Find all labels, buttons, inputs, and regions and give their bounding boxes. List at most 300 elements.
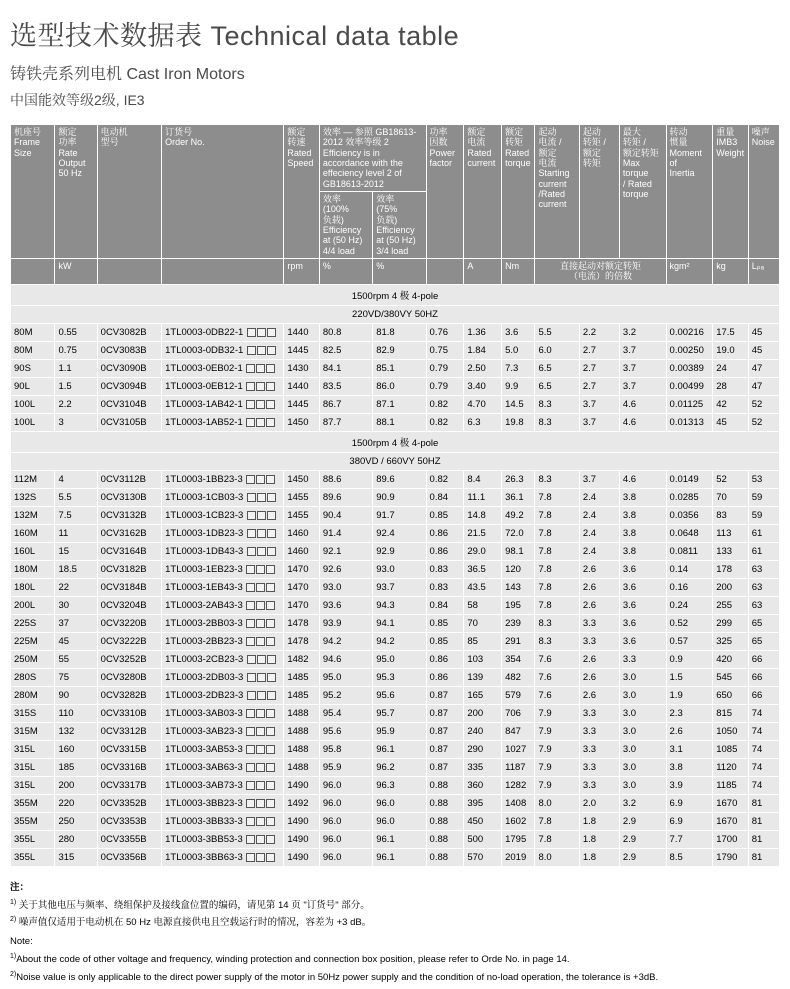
section-voltage-row [11,305,780,323]
cell-rated_speed: 1470 [284,596,320,614]
table-row[interactable] [11,668,780,686]
cell-motor_type: 0CV3280B [97,668,161,686]
col-header-power: 额定 功率 Rate Output 50 Hz [55,125,97,259]
cell-rated_current: 165 [464,686,502,704]
cell-start_torque: 2.6 [579,686,619,704]
unit-row [11,259,780,285]
table-row[interactable] [11,377,780,395]
cell-power: 0.75 [55,341,97,359]
table-row[interactable] [11,776,780,794]
table-row[interactable] [11,632,780,650]
cell-noise: 74 [748,740,779,758]
cell-eff_75: 92.9 [373,542,426,560]
order-code-box [246,382,255,391]
cell-order_no: 1TL0003-1CB23-3 [162,506,284,524]
cell-max_torque: 3.0 [619,740,666,758]
order-code-box [266,637,275,646]
cell-frame: 80M [11,341,55,359]
cell-max_torque: 3.0 [619,758,666,776]
cell-start_current: 8.3 [535,413,579,431]
cell-weight: 650 [713,686,749,704]
cell-power_factor: 0.87 [426,758,464,776]
cell-inertia: 2.3 [666,704,713,722]
cell-rated_torque: 5.0 [502,341,535,359]
cell-max_torque: 3.0 [619,704,666,722]
cell-rated_torque: 3.6 [502,323,535,341]
cell-frame: 280M [11,686,55,704]
cell-eff_full: 95.0 [319,668,372,686]
cell-noise: 63 [748,596,779,614]
cell-motor_type: 0CV3090B [97,359,161,377]
col-header-rated-speed: 额定 转速 Rated Speed [284,125,320,259]
order-code-box [266,817,275,826]
table-row[interactable] [11,812,780,830]
cell-power_factor: 0.87 [426,704,464,722]
cell-eff_75: 96.3 [373,776,426,794]
cell-start_current: 7.6 [535,650,579,668]
cell-power_factor: 0.88 [426,830,464,848]
cell-rated_speed: 1485 [284,668,320,686]
cell-order_no: 1TL0003-2BB03-3 [162,614,284,632]
order-code-box [266,619,275,628]
cell-frame: 100L [11,395,55,413]
cell-start_current: 7.6 [535,668,579,686]
cell-eff_full: 84.1 [319,359,372,377]
cell-max_torque: 4.6 [619,470,666,488]
cell-start_current: 8.3 [535,632,579,650]
cell-inertia: 0.0811 [666,542,713,560]
table-row[interactable] [11,359,780,377]
cell-motor_type: 0CV3352B [97,794,161,812]
col-header-order-no: 订货号 Order No. [162,125,284,259]
cell-frame: 90S [11,359,55,377]
cell-eff_full: 80.8 [319,323,372,341]
cell-weight: 24 [713,359,749,377]
table-row[interactable] [11,395,780,413]
order-code-box [246,835,255,844]
order-code-box [256,781,265,790]
cell-rated_torque: 195 [502,596,535,614]
cell-rated_torque: 7.3 [502,359,535,377]
unit-power: kW [55,259,97,285]
order-code-box [246,745,255,754]
cell-max_torque: 3.6 [619,578,666,596]
order-code-box [256,709,265,718]
cell-order_no: 1TL0003-0EB12-1 [162,377,284,395]
table-row[interactable] [11,704,780,722]
cell-noise: 61 [748,542,779,560]
cell-inertia: 0.01125 [666,395,713,413]
unit-frame [11,259,55,285]
cell-inertia: 0.16 [666,578,713,596]
cell-start_current: 7.8 [535,596,579,614]
cell-max_torque: 3.0 [619,776,666,794]
cell-start_current: 7.9 [535,722,579,740]
cell-frame: 112M [11,470,55,488]
cell-rated_torque: 120 [502,560,535,578]
cell-rated_current: 500 [464,830,502,848]
cell-power_factor: 0.85 [426,614,464,632]
cell-max_torque: 3.7 [619,377,666,395]
cell-eff_75: 95.3 [373,668,426,686]
cell-order_no: 1TL0003-1DB23-3 [162,524,284,542]
cell-eff_full: 93.0 [319,578,372,596]
cell-noise: 52 [748,395,779,413]
section-voltage-row [11,452,780,470]
note-en-2-text: Noise value is only applicable to the direct power supply of the motor in 50Hz power supply and the condition of no-load operation, the tolerance is +3dB. [16,972,659,984]
table-row[interactable] [11,596,780,614]
cell-power: 22 [55,578,97,596]
cell-weight: 815 [713,704,749,722]
cell-power: 30 [55,596,97,614]
cell-rated_speed: 1485 [284,686,320,704]
cell-motor_type: 0CV3162B [97,524,161,542]
cell-max_torque: 2.9 [619,812,666,830]
order-code-box [257,691,266,700]
note-cn-2: $^{2)}$ 噪声值仅适用于电动机在 50 Hz 电源直接供电且空载运行时的情况，容差为 +3 dB。 [10,916,372,929]
cell-start_torque: 3.3 [579,722,619,740]
cell-rated_torque: 9.9 [502,377,535,395]
cell-rated_speed: 1490 [284,776,320,794]
cell-start_torque: 1.8 [579,830,619,848]
cell-weight: 1185 [713,776,749,794]
col-header-rated-current: 额定 电流 Rated current [464,125,502,259]
col-header-weight: 重量 IMB3 Weight [713,125,749,259]
table-row[interactable] [11,524,780,542]
cell-order_no: 1TL0003-1AB52-1 [162,413,284,431]
table-body [11,284,780,866]
cell-frame: 160M [11,524,55,542]
order-code-box [256,637,265,646]
order-code-box [246,418,255,427]
cell-rated_speed: 1450 [284,470,320,488]
cell-start_torque: 2.2 [579,323,619,341]
unit-rated-torque: Nm [502,259,535,285]
table-row[interactable] [11,488,780,506]
cell-power: 18.5 [55,560,97,578]
cell-eff_full: 96.0 [319,848,372,866]
order-code-box [246,763,255,772]
cell-weight: 113 [713,524,749,542]
cell-inertia: 0.0648 [666,524,713,542]
table-row[interactable] [11,542,780,560]
cell-eff_full: 93.9 [319,614,372,632]
cell-start_torque: 3.3 [579,704,619,722]
unit-power-factor [426,259,464,285]
cell-rated_current: 43.5 [464,578,502,596]
cell-rated_speed: 1478 [284,614,320,632]
cell-rated_torque: 579 [502,686,535,704]
cell-start_current: 6.5 [535,377,579,395]
cell-rated_speed: 1488 [284,740,320,758]
cell-frame: 90L [11,377,55,395]
cell-weight: 1670 [713,812,749,830]
table-row[interactable] [11,413,780,431]
cell-power_factor: 0.88 [426,812,464,830]
table-row[interactable] [11,758,780,776]
cell-start_torque: 3.3 [579,776,619,794]
subtitle-efficiency-class: 中国能效等级2级, IE3 [10,92,145,108]
cell-power: 37 [55,614,97,632]
cell-inertia: 6.9 [666,812,713,830]
cell-frame: 250M [11,650,55,668]
cell-power: 5.5 [55,488,97,506]
cell-inertia: 0.0149 [666,470,713,488]
cell-motor_type: 0CV3083B [97,341,161,359]
cell-start_current: 7.9 [535,740,579,758]
cell-rated_torque: 482 [502,668,535,686]
cell-start_torque: 3.3 [579,758,619,776]
cell-start_torque: 2.7 [579,341,619,359]
cell-frame: 355L [11,848,55,866]
cell-eff_75: 95.9 [373,722,426,740]
order-code-box [266,565,275,574]
cell-power_factor: 0.85 [426,506,464,524]
cell-noise: 81 [748,848,779,866]
cell-motor_type: 0CV3182B [97,560,161,578]
cell-eff_75: 87.1 [373,395,426,413]
cell-rated_current: 139 [464,668,502,686]
cell-eff_full: 92.6 [319,560,372,578]
cell-weight: 83 [713,506,749,524]
cell-eff_full: 95.9 [319,758,372,776]
cell-start_current: 7.9 [535,776,579,794]
unit-start-group: 直接起动对额定转矩 （电流）的倍数 [535,259,666,285]
cell-max_torque: 3.0 [619,668,666,686]
cell-max_torque: 3.6 [619,596,666,614]
cell-rated_speed: 1490 [284,848,320,866]
cell-power_factor: 0.83 [426,560,464,578]
order-code-box [256,418,265,427]
cell-rated_current: 103 [464,650,502,668]
unit-noise: Lₚₐ [748,259,779,285]
cell-power: 220 [55,794,97,812]
order-code-box [246,709,255,718]
cell-power_factor: 0.86 [426,668,464,686]
cell-motor_type: 0CV3222B [97,632,161,650]
cell-rated_torque: 98.1 [502,542,535,560]
order-code-box [246,817,255,826]
cell-frame: 100L [11,413,55,431]
table-row[interactable] [11,686,780,704]
cell-weight: 28 [713,377,749,395]
header-row [11,125,780,192]
cell-power_factor: 0.88 [426,848,464,866]
col-header-power-factor: 功率 因数 Power factor [426,125,464,259]
cell-eff_full: 89.6 [319,488,372,506]
cell-order_no: 1TL0003-2DB23-3 [162,686,284,704]
cell-eff_75: 96.0 [373,794,426,812]
cell-noise: 63 [748,578,779,596]
cell-weight: 178 [713,560,749,578]
cell-frame: 355M [11,794,55,812]
cell-start_current: 7.9 [535,704,579,722]
order-code-box [247,511,256,520]
cell-rated_current: 8.4 [464,470,502,488]
order-code-box [247,328,256,337]
cell-eff_75: 89.6 [373,470,426,488]
order-code-box [257,346,266,355]
cell-start_current: 7.8 [535,560,579,578]
cell-power: 11 [55,524,97,542]
table-row[interactable] [11,614,780,632]
cell-eff_75: 94.1 [373,614,426,632]
cell-start_current: 8.0 [535,794,579,812]
cell-rated_torque: 1408 [502,794,535,812]
order-code-box [266,364,275,373]
cell-eff_75: 95.0 [373,650,426,668]
table-row[interactable] [11,794,780,812]
cell-eff_full: 95.6 [319,722,372,740]
cell-rated_current: 70 [464,614,502,632]
cell-start_torque: 3.3 [579,632,619,650]
cell-noise: 74 [748,776,779,794]
table-row[interactable] [11,341,780,359]
cell-noise: 45 [748,323,779,341]
order-code-box [256,853,265,862]
cell-power: 132 [55,722,97,740]
cell-inertia: 1.5 [666,668,713,686]
cell-eff_75: 81.8 [373,323,426,341]
cell-eff_full: 83.5 [319,377,372,395]
cell-rated_torque: 49.2 [502,506,535,524]
table-row[interactable] [11,740,780,758]
notes-cn-heading: 注： [10,881,30,893]
cell-weight: 1670 [713,794,749,812]
cell-motor_type: 0CV3310B [97,704,161,722]
cell-power_factor: 0.76 [426,323,464,341]
cell-order_no: 1TL0003-3AB53-3 [162,740,284,758]
cell-motor_type: 0CV3204B [97,596,161,614]
cell-max_torque: 2.9 [619,848,666,866]
cell-start_current: 5.5 [535,323,579,341]
cell-rated_speed: 1482 [284,650,320,668]
table-row[interactable] [11,578,780,596]
cell-power_factor: 0.84 [426,488,464,506]
cell-start_current: 7.8 [535,524,579,542]
cell-rated_current: 450 [464,812,502,830]
cell-eff_full: 90.4 [319,506,372,524]
table-row[interactable] [11,650,780,668]
order-code-box [257,673,266,682]
title-block [0,0,790,124]
cell-power: 90 [55,686,97,704]
cell-noise: 74 [748,704,779,722]
cell-rated_current: 395 [464,794,502,812]
cell-start_torque: 2.7 [579,359,619,377]
cell-order_no: 1TL0003-1AB42-1 [162,395,284,413]
cell-inertia: 0.24 [666,596,713,614]
cell-power_factor: 0.82 [426,395,464,413]
cell-rated_current: 200 [464,704,502,722]
order-code-box [246,583,255,592]
order-code-box [257,655,266,664]
table-row[interactable] [11,470,780,488]
cell-inertia: 0.00499 [666,377,713,395]
cell-noise: 63 [748,560,779,578]
note-cn-2-text: 噪声值仅适用于电动机在 50 Hz 电源直接供电且空载运行时的情况，容差为 +3 dB。 [18,917,372,929]
cell-noise: 59 [748,488,779,506]
cell-rated_speed: 1450 [284,413,320,431]
cell-max_torque: 3.2 [619,794,666,812]
cell-noise: 66 [748,650,779,668]
cell-rated_speed: 1490 [284,812,320,830]
table-row[interactable] [11,323,780,341]
cell-power: 110 [55,704,97,722]
order-code-box [257,328,266,337]
cell-power_factor: 0.88 [426,776,464,794]
cell-frame: 225M [11,632,55,650]
order-code-box [247,547,256,556]
col-header-rated-torque: 额定 转矩 Rated torque [502,125,535,259]
cell-weight: 299 [713,614,749,632]
unit-eff-full: % [319,259,372,285]
order-code-box [266,727,275,736]
cell-order_no: 1TL0003-2AB43-3 [162,596,284,614]
order-code-box [256,583,265,592]
cell-order_no: 1TL0003-1EB23-3 [162,560,284,578]
table-row[interactable] [11,506,780,524]
cell-max_torque: 3.8 [619,488,666,506]
cell-motor_type: 0CV3130B [97,488,161,506]
cell-rated_torque: 1282 [502,776,535,794]
cell-power: 280 [55,830,97,848]
order-code-box [256,835,265,844]
table-row[interactable] [11,560,780,578]
cell-eff_full: 96.0 [319,830,372,848]
cell-rated_speed: 1455 [284,488,320,506]
cell-motor_type: 0CV3132B [97,506,161,524]
cell-frame: 355M [11,812,55,830]
table-row[interactable] [11,722,780,740]
notes-block [10,881,780,986]
cell-motor_type: 0CV3082B [97,323,161,341]
cell-frame: 180L [11,578,55,596]
cell-rated_torque: 847 [502,722,535,740]
order-code-box [247,493,256,502]
cell-rated_current: 21.5 [464,524,502,542]
cell-order_no: 1TL0003-3BB53-3 [162,830,284,848]
cell-power_factor: 0.79 [426,377,464,395]
cell-start_current: 8.3 [535,395,579,413]
table-row[interactable] [11,830,780,848]
cell-power_factor: 0.82 [426,413,464,431]
cell-eff_75: 92.4 [373,524,426,542]
cell-inertia: 0.52 [666,614,713,632]
order-code-box [256,817,265,826]
cell-power: 1.5 [55,377,97,395]
cell-eff_75: 94.2 [373,632,426,650]
cell-power: 3 [55,413,97,431]
note-en-2: $^{2)}$Noise value is only applicable to the direct power supply of the motor in 50Hz power supply and the condition of no-load operation, the tolerance is +3dB. [10,970,659,984]
col-header-start-torque: 起动 转矩 / 额定 转矩 [579,125,619,259]
cell-power_factor: 0.83 [426,578,464,596]
cell-rated_current: 14.8 [464,506,502,524]
cell-eff_full: 82.5 [319,341,372,359]
order-code-box [246,619,255,628]
cell-power_factor: 0.87 [426,740,464,758]
cell-weight: 325 [713,632,749,650]
cell-noise: 65 [748,632,779,650]
cell-rated_current: 335 [464,758,502,776]
cell-frame: 315L [11,776,55,794]
cell-eff_full: 93.6 [319,596,372,614]
cell-motor_type: 0CV3312B [97,722,161,740]
order-code-box [267,529,276,538]
order-code-box [266,835,275,844]
table-row[interactable] [11,848,780,866]
cell-weight: 52 [713,470,749,488]
